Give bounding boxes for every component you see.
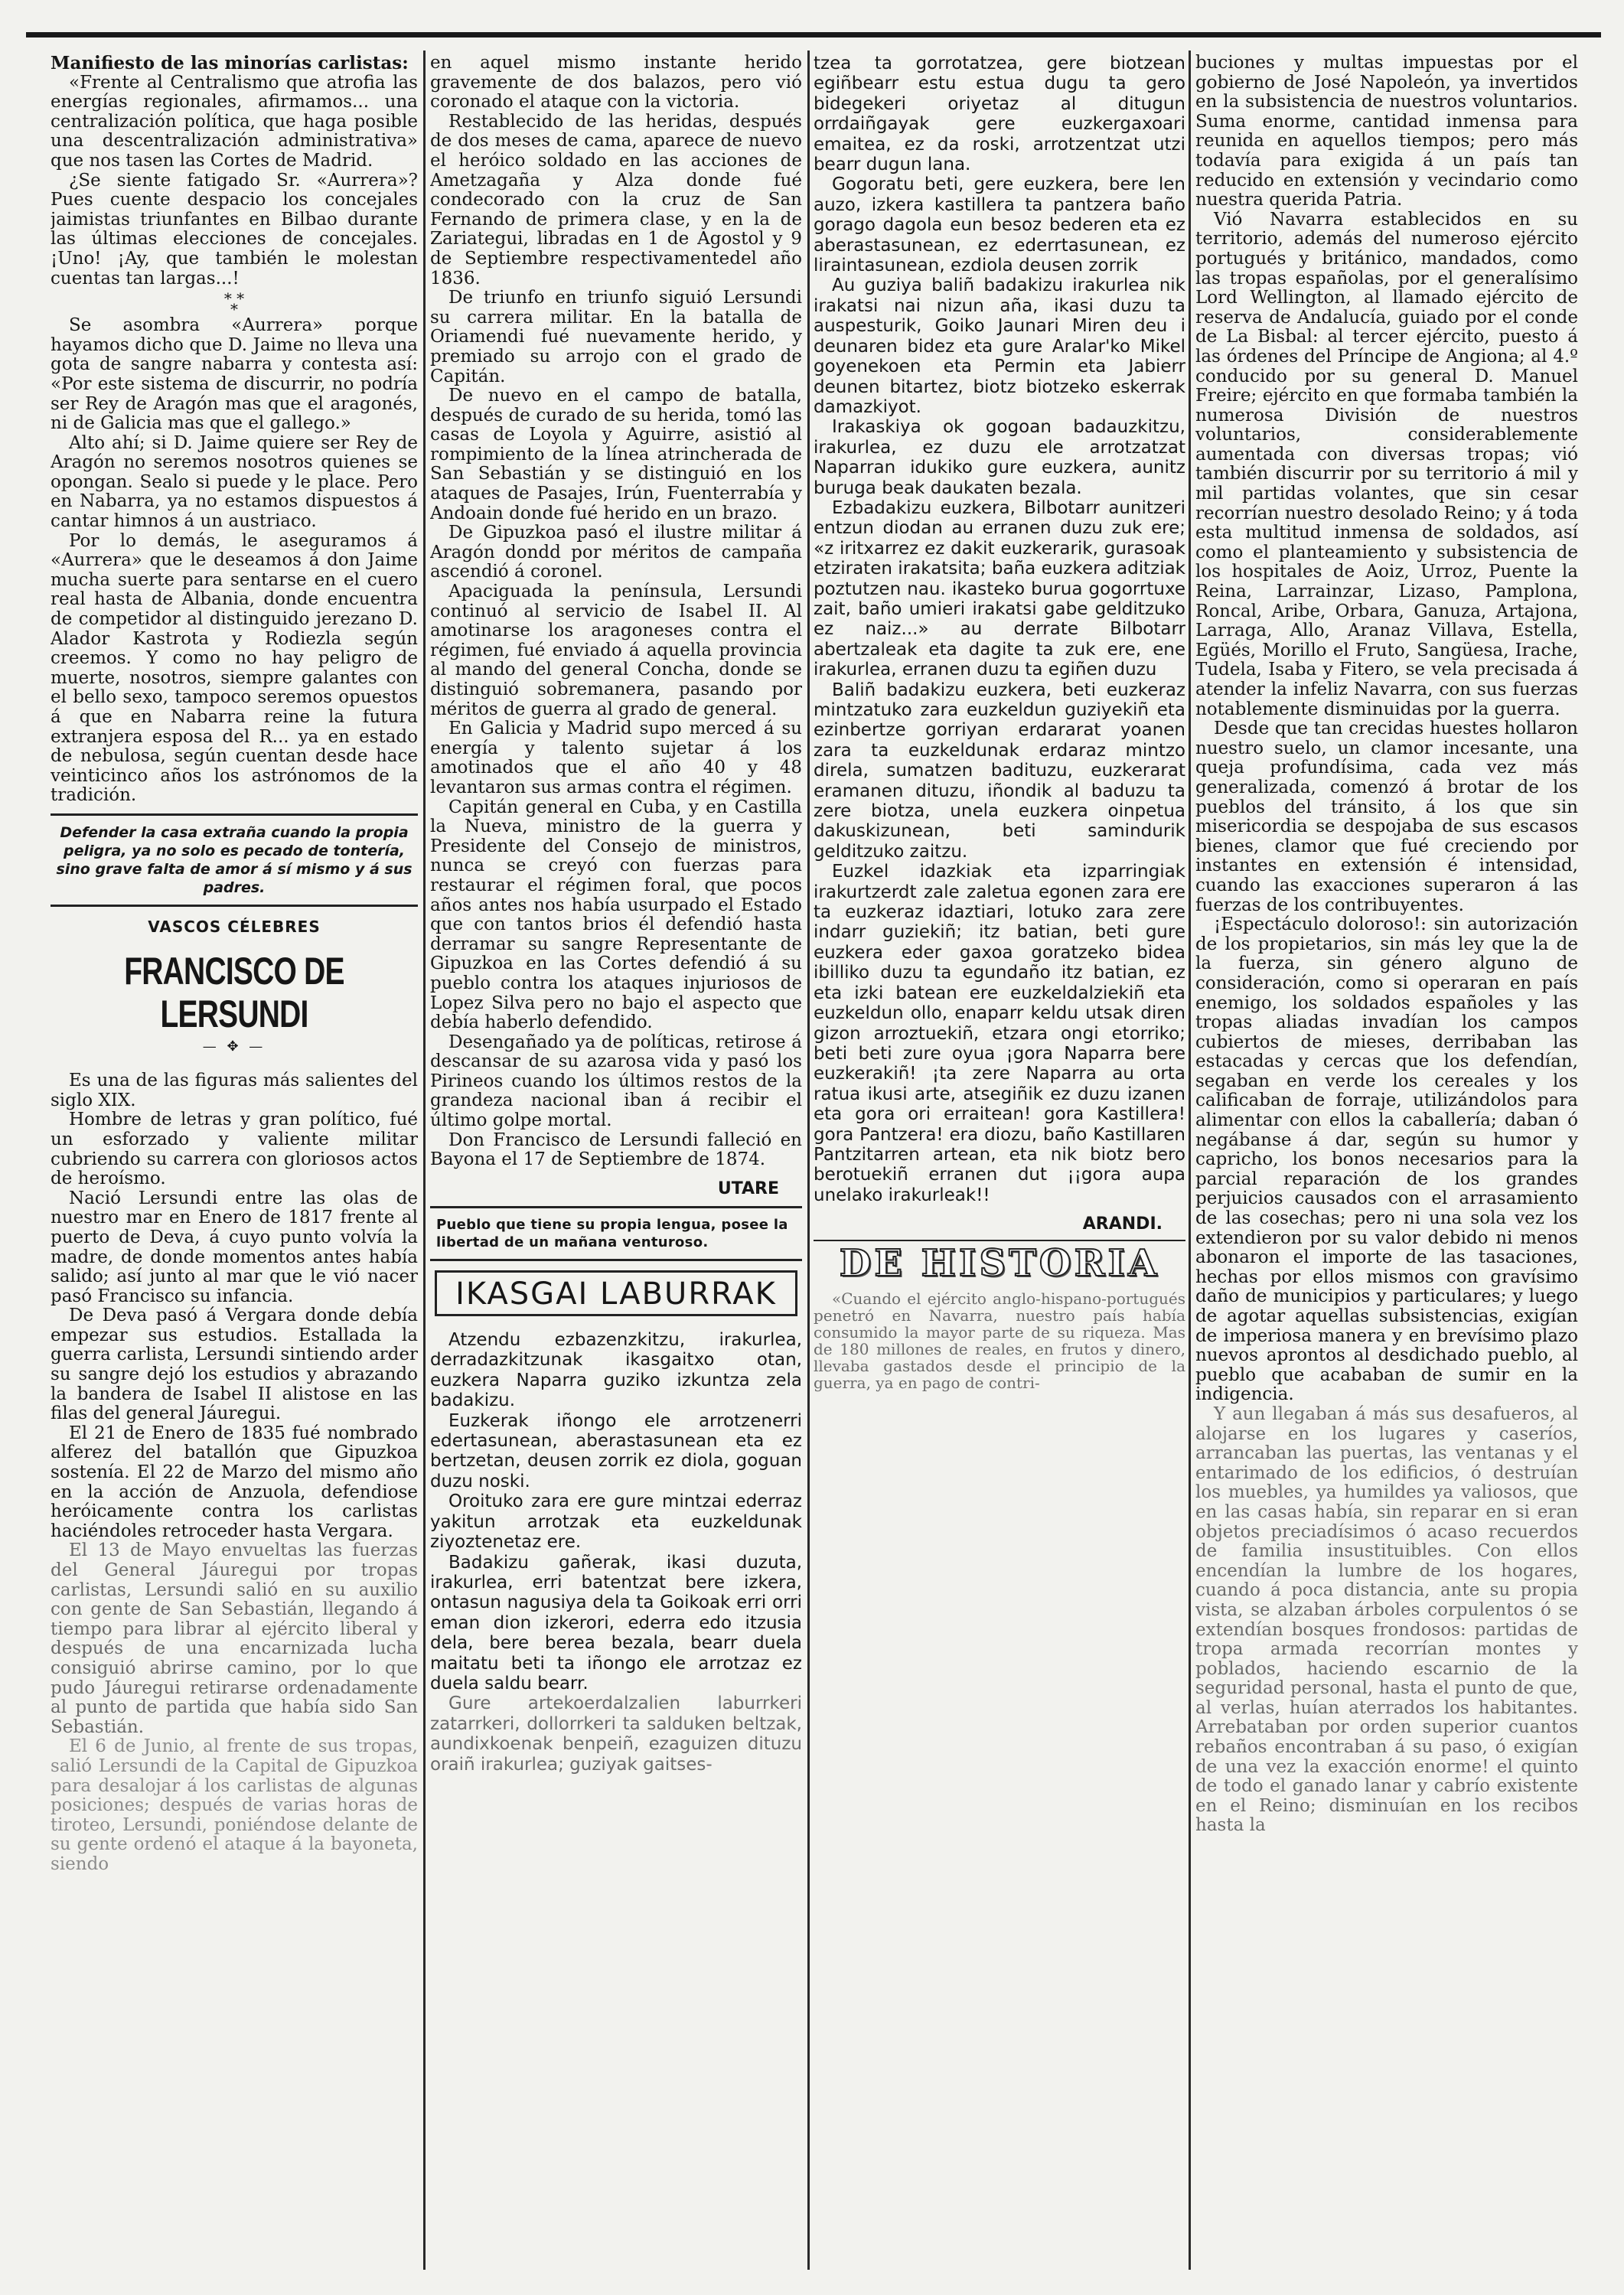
paragraph: El 21 de Enero de 1835 fué nombrado alferez del batallón que Gipuzkoa sostenía. El 22 de Marzo del mismo año en la acción de Anzuola, defendiose heróicamente contra los carlistas haciéndoles retroceder hasta Vergara. — [51, 1423, 418, 1541]
paragraph: Es una de las figuras más salientes del siglo XIX. — [51, 1071, 418, 1110]
section-rule — [814, 1240, 1185, 1241]
paragraph: Capitán general en Cuba, y en Castilla la Nueva, ministro de la guerra y Presidente del Consejo de ministros, nunca se creyó con fuerzas para restaurar el régimen foral, que pocos años antes nos había usurpado el Estado que con tantos brios él defendió hasta derramar su sangre Representante de Gipuzkoa en las Cortes defendió á su pueblo contra los ataques injuriosos de Lopez Silva pero no bajo el aspecto que debía haberlo defendido. — [430, 797, 802, 1033]
paragraph: El 13 de Mayo envueltas las fuerzas del General Jáuregui por tropas carlistas, Lersundi salió en su auxilio con gente de San Sebastián, llegando á tiempo para librar al ejército liberal y después de una encarnizada lucha consiguió abrirse camino, por lo que pudo Jáuregui retirarse ordenadamente al punto de partida que había sido San Sebastián. — [51, 1540, 418, 1737]
paragraph: Desengañado ya de políticas, retirose á descansar de su azarosa vida y pasó los Pirineos cuando los últimos restos de la grandeza nacional iban á recibir el último golpe mortal. — [430, 1032, 802, 1131]
article-title: FRANCISCO DE LERSUNDI — [124, 949, 344, 1035]
paragraph: De nuevo en el campo de batalla, después de curado de su herida, tomó las casas de Loyola y Aguirre, asistió al rompimiento de la línea atrincherada de San Sebastián y se distinguió en los ataques de Pasajes, Irún, Fuenterrabía y Andoain donde fué herido en un brazo. — [430, 386, 802, 523]
paragraph: Apaciguada la península, Lersundi continuó al servicio de Isabel II. Al amotinarse los aragoneses contra el régimen, fué enviado á aquella provincia al mando del general Concha, donde se distinguió sobremanera, pasando por méritos de guerra al grado de general. — [430, 582, 802, 719]
paragraph: Au guziya baliñ badakizu irakurlea nik irakatsi nai nizun aña, ikasi duzu ta auspesturik, Goiko Jaunari Miren deu i deunaren bidez eta gure Aralar'ko Mikel goyenekoen eta Permin eta Jabierr deunen bitartez, biotz biotzeko eskerrak damazkiyot. — [814, 275, 1185, 417]
paragraph: Restablecido de las heridas, después de dos meses de cama, aparece de nuevo el heróico soldado en las acciones de Ametzagaña y Alza donde fué condecorado con la cruz de San Fernando de primera clase, y en la de Zariategui, libradas en 1 de Agostol y 9 de Septiembre respectivamentedel año 1836. — [430, 111, 802, 289]
column-divider — [1189, 51, 1191, 2270]
article-signature: UTARE — [717, 1178, 779, 1198]
column-1 — [51, 54, 418, 2277]
paragraph: En Galicia y Madrid supo merced á su energía y talento sujetar á los amotinados que el año 40 y 48 levantaron sus armas contra el régimen. — [430, 719, 802, 797]
paragraph: «Cuando el ejército anglo-hispano-portugués penetró en Navarra, nuestro país había consumido la mayor parte de su riqueza. Mas de 180 millones de reales, en frutos y dinero, llevaba gastados desde el principio de la guerra, ya en pago de contri- — [814, 1289, 1185, 1392]
paragraph: Irakaskiya ok gogoan badauzkitzu, irakurlea, ez duzu ele arrotzatzat Naparran idukiko gure euzkera, aunitz buruga beak daukaten bezala. — [814, 417, 1185, 498]
paragraph: Oroituko zara ere gure mintzai ederraz yakitun arrotzak eta euzkeldunak ziyoztenetaz ere. — [430, 1491, 802, 1553]
motto-box: Defender la casa extraña cuando la propia peligra, ya no solo es pecado de tontería, sino grave falta de amor á sí mismo y á sus padres. — [56, 823, 413, 896]
paragraph: Hombre de letras y gran político, fué un esforzado y valiente militar cubriendo su carrera con gloriosos actos de heroísmo. — [51, 1110, 418, 1189]
article-title: IKASGAI LABURRAK — [435, 1270, 797, 1316]
paragraph: tzea ta gorrotatzea, gere biotzean egiñbearr estu estua dugu ta gero bidegekeri oriyetaz al ditugun orrdaiñgayak gere euzkergaxoari emaitea, ez da roski, arrotzentzat utzi bearr dugun lana. — [814, 54, 1185, 175]
paragraph: Baliñ badakizu euzkera, beti euzkeraz mintzatuko zara euzkeldun guziyekiñ eta ezinbertze gorriyan erdararat yoanen zara ta euzkeldunak erdaraz mintzo direla, sumatzen badituzu, euzkerarat eramanen dituzu, iñondik al baduzu ta zere biotza, unela euzkera oinpetua dakuskizunean, beti samindurik gelditzuko zaitzu. — [814, 680, 1185, 862]
article-signature: ARANDI. — [1082, 1214, 1163, 1234]
paragraph: Desde que tan crecidas huestes hollaron nuestro suelo, un clamor incesante, una queja profundísima, cada vez más generalizada, comenzó á brotar de los pueblos del tránsito, á los que sin misericordia se despojaba de sus escasos bienes, clamor que fué creciendo por instantes en extensión é intensidad, cuando las exacciones superaron á las fuerzas de los contribuyentes. — [1195, 719, 1578, 915]
paragraph: en aquel mismo instante herido gravemente de dos balazos, pero vió coronado el ataque con la victoria. — [430, 54, 802, 112]
section-rule — [430, 1206, 802, 1208]
section-heading: VASCOS CÉLEBRES — [148, 917, 321, 936]
column-3 — [814, 54, 1185, 2277]
paragraph: ¡Espectáculo doloroso!: sin autorización de los propietarios, sin más ley que la de la fuerza, sin género alguno de consideración, como si operaran en país enemigo, los soldados españoles y las tropas aliadas invadían los campos cubiertos de mieses, derribaban las estacadas y cercas que los defendían, segaban en verde los cereales y los calificaban de forraje, utilizándolos para alimentar con ellos la caballería; daban ó negábanse á dar, según su humor y capricho, los bonos necesarios para la parcial reparación de los grandes perjuicios causados con el arrasamiento de las cosechas; pero ni una sola vez los extendieron por su valor debido ni menos abonaron el importe de las tasaciones, hechas por ellos mismos con gravísimo daño de municipios y particulares; y luego de agotar aquellas subsistencias, exigían de imperiosa manera y en brevísimo plazo nuevos aprontos al desdichado pueblo, al pueblo que acababan de sumir en la indigencia. — [1195, 914, 1578, 1405]
paragraph: Don Francisco de Lersundi falleció en Bayona el 17 de Septiembre de 1874. — [430, 1130, 802, 1170]
paragraph: El 6 de Junio, al frente de sus tropas, salió Lersundi de la Capital de Gipuzkoa para desalojar á los carlistas de algunas posiciones; después de varias horas de tiroteo, Lersundi, poniéndose delante de su gente ordenó el ataque á la bayoneta, siendo — [51, 1736, 418, 1874]
top-rule — [26, 32, 1601, 37]
motto-box: Pueblo que tiene su propia lengua, posee la libertad de un mañana venturoso. — [436, 1217, 788, 1251]
paragraph: Ezbadakizu euzkera, Bilbotarr aunitzeri entzun diodan au erranen duzu zuk ere; «z iritxarrez ez dakit euzkerarik, gurasoak etziraten irakatsita; baña euzkera aditziak poztutzen nau. ikasteko burua gogorrtuxe zait, baño umieri irakatsi gabe gelditzuko ez naiz...» au derrate Bilbotarr abertzaleak eta dagite ta zuk ere, ene irakurlea, erranen duzu ta egiñen duzu — [814, 497, 1185, 680]
paragraph: Alto ahí; si D. Jaime quiere ser Rey de Aragón no seremos nosotros quienes se opongan. Sealo si puede y le place. Pero en Nabarra, ya no estamos dispuestos á cantar himnos á un austriaco. — [51, 432, 418, 532]
article-title: DE HISTORIA — [839, 1241, 1160, 1285]
section-rule — [430, 1259, 802, 1261]
paragraph: Atzendu ezbazenzkitzu, irakurlea, derradazkitzunak ikasgaitxo otan, euzkera Naparra guziko izkuntza zela badakizu. — [430, 1330, 802, 1411]
paragraph: Por lo demás, le aseguramos á «Aurrera» que le deseamos á don Jaime mucha suerte para sentarse en el cuero real hasta de Albania, donde encuentra de competidor al distinguido jerezano D. Alador Kastrota y Rodiezla según creemos. Y como no hay peligro de muerte, nosotros, siempre galantes con el bello sexo, tampoco seremos opuestos á que en Nabarra reine la futura extranjera esposa del R... ya en estado de nebulosa, según cuentan desde hace veinticinco años los astrónomos de la tradición. — [51, 530, 418, 806]
paragraph: Euzkel idazkiak eta izparringiak irakurtzerdt zale zaletua egonen zara ere ta euzkeraz idaztiari, lotuko zara zere indarr guziekiñ; itz batian, beti gure euzkera eder gaxoa goratzeko bidea ibilliko duzu ta egundaño itz batian, ez eta izki batean ere euzkeldalziekiñ eta euzkeldun ollo, enaparr keldu utsak diren gizon arroztuekiñ, etzara ongi etorriko; beti beti zure oyua ¡gora Naparra bere euzkerakiñ! ¡ta zere Naparra au orta ratua ikusi arte, atsegiñik ez duzu izanen eta gora ori erraitean! gora Kastillera! gora Pantzera! era diozu, baño Kastillaren Pantzitarren artean, eta nik biotz bero berotuekiñ erranen dut ¡¡gora aupa unelako irakurleak!! — [814, 862, 1185, 1205]
paragraph: Y aun llegaban á más sus desafueros, al alojarse en los lugares y caseríos, arrancaban las puertas, las ventanas y el entarimado de los edificios, ó destruían los muebles, ya humildes ya valiosos, que en las casas había, sin reparar en si eran objetos preciadísimos ó acaso recuerdos de familia insustituibles. Con ellos encendían la lumbre de los hogares, cuando á poca distancia, ante su propia vista, se alzaban árboles corpulentos ó se extendían bosques frondosos: partidas de tropa armada recorrían montes y poblados, haciendo escarnio de la seguridad personal, hasta el punto de que, al verlas, huían aterrados los habitantes. Arrebataban por orden superior cuantos rebaños encontraban á su paso, ó exigían de una vez la exacción enorme! el quinto de todo el ganado lanar y cabrío existente en el Reino; disminuían en los recibos hasta la — [1195, 1403, 1578, 1836]
paragraph: buciones y multas impuestas por el gobierno de José Napoleón, ya invertidos en la subsistencia de nuestros voluntarios. Suma enorme, cantidad inmensa para reunida en aquellos tiempos; pero más todavía para exigida á un país tan reducido en extensión y vecindario como nuestra querida Patria. — [1195, 54, 1578, 210]
article-heading: Manifiesto de las minorías carlistas: — [51, 54, 409, 73]
column-divider — [423, 51, 426, 2270]
column-2 — [430, 54, 802, 2277]
ornament: — ✥ — — [202, 1038, 266, 1055]
paragraph: Vió Navarra establecidos en su territorio, además del numeroso ejército portugués y británico, mandados, como las tropas españolas, por el generalísimo Lord Wellington, al llamado ejército de reserva de Andalucía, guiado por el conde de La Bisbal: al tercer ejército, puesto á las órdenes del Príncipe de Angiona; al 4.º conducido por su general D. Manuel Freire; ejército en que formaba también la numerosa División de nuestros voluntarios, considerablemente aumentada con diversas tropas; vió también discurrir por su territorio á mil y mil partidas volantes, que sin cesar recorrían nuestro desolado Reino; y á toda esta multitud inmensa de soldados, así como el planteamiento y subsistencia de los hospitales de Aoiz, Urroz, Puente la Reina, Larrainzar, Lizaso, Pamplona, Roncal, Aribe, Orbara, Ganuza, Artajona, Larraga, Allo, Aranaz Villava, Estella, Egüés, Morillo el Fruto, Sangüesa, Irache, Tudela, Isaba y Fitero, se vela precisada á atender la infeliz Navarra, con sus fuerzas notablemente disminuidas por la guerra. — [1195, 209, 1578, 719]
paragraph: Badakizu gañerak, ikasi duzuta, irakurlea, erri batentzat bere izkera, ontasun nagusiya dela ta Goikoak erri orri eman dion izkerori, ederra edo itzusia dela, bere berea bezala, bearr duela maitatu beti ta iñongo ele arrotzaz ez duela saldu bearr. — [430, 1552, 802, 1694]
paragraph: ¿Se siente fatigado Sr. «Aurrera»? Pues cuente despacio los concejales jaimistas triunfantes en Bilbao durante las últimas elecciones de concejales. ¡Uno! ¡Ay, que también le molestan cuentas tan largas...! — [51, 170, 418, 289]
paragraph: De Deva pasó á Vergara donde debía empezar sus estudios. Estallada la guerra carlista, Lersundi sintiendo arder su sangre dejó los estudios y abrazando la bandera de Isabel II alistose en las filas del general Jáuregui. — [51, 1306, 418, 1424]
paragraph: De triunfo en triunfo siguió Lersundi su carrera militar. En la batalla de Oriamendi fué nuevamente herido, y premiado su arrojo con el grado de Capitán. — [430, 288, 802, 386]
paragraph: Gure artekoerdalzalien laburrkeri zatarrkeri, dollorrkeri ta salduken beltzak, aundixkoenak benpeiñ, ezaguizen dituzu oraiñ irakurlea; guziyak gaitses- — [430, 1694, 802, 1775]
paragraph: Nació Lersundi entre las olas de nuestro mar en Enero de 1817 frente al puerto de Deva, á cuyo punto volvía la madre, de donde momentos antes había salido; así junto al mar que le vió nacer pasó Francisco su infancia. — [51, 1188, 418, 1306]
paragraph: «Frente al Centralismo que atrofia las energías regionales, afirmamos... una centralización política, que haga posible una descentralización administrativa» que nos tasen las Cortes de Madrid. — [51, 72, 418, 171]
paragraph: Se asombra «Aurrera» porque hayamos dicho que D. Jaime no lleva una gota de sangre nabarra y contesta así: «Por este sistema de discurrir, no podría ser Rey de Aragón mas que el aragonés, ni de Galicia mas que el gallego.» — [51, 315, 418, 434]
paragraph: De Gipuzkoa pasó el ilustre militar á Aragón dondd por méritos de campaña ascendió á coronel. — [430, 523, 802, 582]
column-4 — [1195, 54, 1578, 2277]
section-rule — [51, 813, 418, 816]
column-divider — [807, 51, 810, 2270]
asterism: * * * — [223, 289, 245, 319]
paragraph: Euzkerak iñongo ele arrotzenerri edertasunean, aberastasunean eta ez bertzetan, deusen zorrik ez diola, goguan duzu noski. — [430, 1410, 802, 1491]
section-rule — [51, 905, 418, 907]
paragraph: Gogoratu beti, gere euzkera, bere len auzo, izkera kastillera ta pantzera baño gorago dagola eun besoz bederen eta ez aberastasunean, ez ederrtasunean, ez liraintasunean, ezdiola deusen zorrik — [814, 174, 1185, 276]
